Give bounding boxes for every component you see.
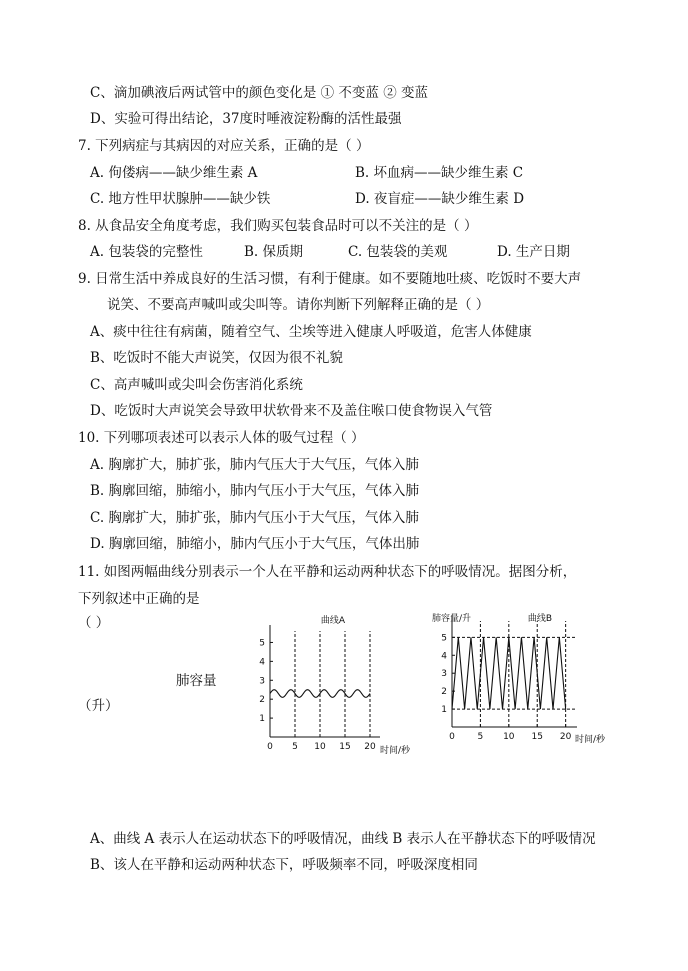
x-tick-label: 20 [364,742,376,752]
x-tick-label: 0 [267,742,273,752]
y-tick-label: 5 [441,633,447,644]
q10-stem: 10. 下列哪项表述可以表示人体的吸气过程（ ） [78,430,365,446]
y-tick-label: 1 [441,705,447,716]
x-tick-label: 10 [314,742,326,752]
q10-option-b: B. 胸廓回缩，肺缩小，肺内气压小于大气压，气体入肺 [90,483,420,499]
x-tick-label: 15 [339,742,351,752]
q9-option-b: B、吃饭时不能大声说笑，仅因为很不礼貌 [90,350,343,366]
y-tick-label: 5 [259,638,265,649]
q7-option-d: D. 夜盲症——缺少维生素 D [355,191,525,207]
y-tick-label: 4 [259,657,265,668]
chart-curve-a [255,603,425,763]
q10-option-c: C. 胸廓扩大，肺扩张，肺内气压小于大气压，气体入肺 [90,510,419,526]
q8-option-c: C. 包装袋的美观 [348,244,448,260]
q11-option-b: B、该人在平静和运动两种状态下，呼吸频率不同，呼吸深度相同 [90,857,478,873]
x-tick-label: 15 [531,732,543,742]
x-tick-label: 0 [449,732,455,742]
q10-option-a: A. 胸廓扩大，肺扩张，肺内气压大于大气压，气体入肺 [90,457,419,473]
q11-stem-line1: 11. 如图两幅曲线分别表示一个人在平静和运动两种状态下的呼吸情况。据图分析， [78,564,577,580]
y-tick-label: 4 [441,651,447,662]
q10-option-d: D. 胸廓回缩，肺缩小，肺内气压小于大气压，气体出肺 [90,536,420,552]
unit-label: （升） [78,698,119,714]
q9-stem-line1: 9. 日常生活中养成良好的生活习惯，有利于健康。如不要随地吐痰、吃饭时不要大声 [78,271,582,287]
q6-option-d: D、实验可得出结论，37度时唾液淀粉酶的活性最强 [90,111,402,127]
lung-volume-label: 肺容量 [176,673,217,689]
q8-option-d: D. 生产日期 [497,244,570,260]
q9-option-c: C、高声喊叫或尖叫会伤害消化系统 [90,377,303,393]
series-line [452,637,566,709]
y-tick-label: 2 [441,687,447,698]
x-tick-label: 5 [292,742,298,752]
q9-option-a: A、痰中往往有病菌，随着空气、尘埃等进入健康人呼吸道，危害人体健康 [90,324,532,340]
y-axis-label: 肺容量/升 [432,614,472,624]
x-tick-label: 5 [477,732,484,742]
q7-stem: 7. 下列病症与其病因的对应关系，正确的是（ ） [78,138,370,154]
q6-option-c: C、滴加碘液后两试管中的颜色变化是 ① 不变蓝 ② 变蓝 [90,85,428,101]
q7-option-b: B. 坏血病——缺少维生素 C [355,165,524,181]
q8-stem: 8. 从食品安全角度考虑，我们购买包装食品时可以不关注的是（ ） [78,218,478,234]
q8-option-b: B. 保质期 [244,244,304,260]
q9-stem-line2: 说笑、不要高声喊叫或尖叫等。请你判断下列解释正确的是（ ） [107,297,490,313]
y-tick-label: 2 [259,695,265,706]
x-axis-label: 时间/秒 [379,746,411,756]
chart-curve-b [430,603,625,763]
x-tick-label: 10 [503,732,515,742]
y-tick-label: 1 [259,714,265,725]
y-tick-label: 3 [441,669,447,680]
chart-title: 曲线B [527,614,553,624]
q11-answer-paren: （ ） [78,615,110,631]
y-tick-label: 3 [259,676,265,687]
chart-title: 曲线A [320,616,346,626]
q7-option-a: A. 佝偻病——缺少维生素 A [90,165,258,181]
q11-option-a: A、曲线 A 表示人在运动状态下的呼吸情况，曲线 B 表示人在平静状态下的呼吸情况 [90,831,596,847]
x-tick-label: 20 [559,732,572,742]
q7-option-c: C. 地方性甲状腺肿——缺少铁 [90,191,271,207]
q9-option-d: D、吃饭时大声说笑会导致甲状软骨来不及盖住喉口使食物误入气管 [90,403,493,419]
x-axis-label: 时间/秒 [574,735,606,745]
q11-stem-line2: 下列叙述中正确的是 [78,591,200,607]
q8-option-a: A. 包装袋的完整性 [90,244,203,260]
